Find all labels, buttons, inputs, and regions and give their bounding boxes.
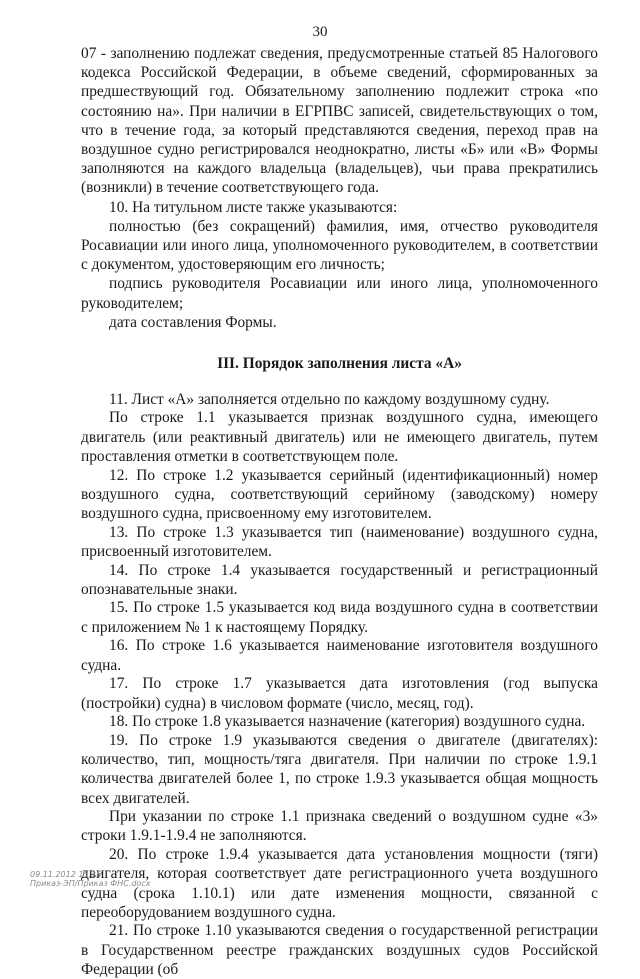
paragraph-item-12: 12. По строке 1.2 указывается серийный (идентификационный) номер воздушного судна, соответствующий серийному (заводскому) номеру воздушного судна, присвоенному ему изготовителем. <box>81 466 598 522</box>
paragraph-item-19: 19. По строке 1.9 указываются сведения о двигателе (двигателях): количество, тип, мощность/тяга двигателя. При наличии по строке 1.9.1 количества двигателей более 1, по строке 1.9.3 указывается общая мощность всех двигателей. <box>81 731 598 807</box>
paragraph-item-14: 14. По строке 1.4 указывается государственный и регистрационный опознавательные знаки. <box>81 561 598 598</box>
paragraph-item-16: 16. По строке 1.6 указывается наименование изготовителя воздушного судна. <box>81 637 598 674</box>
paragraph-full-name: полностью (без сокращений) фамилия, имя, отчество руководителя Росавиации или иного лица, уполномоченного руководителем, в соответствии с документом, удостоверяющим его личность; <box>81 217 598 274</box>
paragraph-item-15: 15. По строке 1.5 указывается код вида воздушного судна в соответствии с приложением № 1 к настоящему Порядку. <box>81 599 598 636</box>
paragraph-item-07: 07 - заполнению подлежат сведения, предусмотренные статьей 85 Налогового кодекса Российской Федерации, в объеме сведений, сформированных за предшествующий год. Обязательному заполнению подлежит строка «по состоянию на». При наличии в ЕГРПВС записей, свидетельствующих о том, что в течение года, за который представляются сведения, переход прав на воздушное судно регистрировался неоднократно, листы «Б» или «В» Формы заполняются на каждого владельца (владельцев), чьи права прекратились (возникли) в течение соответствующего года. <box>81 45 598 197</box>
paragraph-item-20: 20. По строке 1.9.4 указывается дата установления мощности (тяги) двигателя, которая соответствует дате регистрационного учета воздушного судна (срока 1.10.1) или дате изменения мощности, связанной с переоборудованием воздушного судна. <box>81 846 598 921</box>
paragraph-line-1-1-note: При указании по строке 1.1 признака сведений о воздушном судне «3» строки 1.9.1-1.9.4 не заполняются. <box>81 808 598 845</box>
paragraph-line-1-1: По строке 1.1 указывается признак воздушного судна, имеющего двигатель (или реактивный двигатель) или не имеющего двигатель, путем проставления отметки в соответствующем поле. <box>81 409 598 465</box>
paragraph-item-21: 21. По строке 1.10 указываются сведения о государственной регистрации в Государственном реестре гражданских воздушных судов Российской Федерации (об <box>81 922 598 978</box>
page-number: 30 <box>312 24 328 40</box>
footer-stamp-date: 09.11.2012 15:15 <box>30 870 102 879</box>
paragraph-item-17: 17. По строке 1.7 указывается дата изготовления (год выпуска (постройки) судна) в числовом формате (число, месяц, год). <box>81 675 598 712</box>
paragraph-item-18: 18. По строке 1.8 указывается назначение (категория) воздушного судна. <box>109 713 586 731</box>
section-heading: III. Порядок заполнения листа «А» <box>217 355 462 373</box>
document-body <box>81 44 598 979</box>
paragraph-item-13: 13. По строке 1.3 указывается тип (наименование) воздушного судна, присвоенный изготовителем. <box>81 523 598 560</box>
paragraph-item-11: 11. Лист «А» заполняется отдельно по каждому воздушному судну. <box>109 390 550 408</box>
footer-stamp-file: Приказ-ЭП/Приказ ФНС.docx <box>30 879 151 888</box>
paragraph-signature: подпись руководителя Росавиации или иного лица, уполномоченного руководителем; <box>81 275 598 312</box>
paragraph-form-date: дата составления Формы. <box>109 313 277 331</box>
paragraph-item-10: 10. На титульном листе также указываются: <box>109 198 398 216</box>
footer-stamp <box>30 870 150 888</box>
